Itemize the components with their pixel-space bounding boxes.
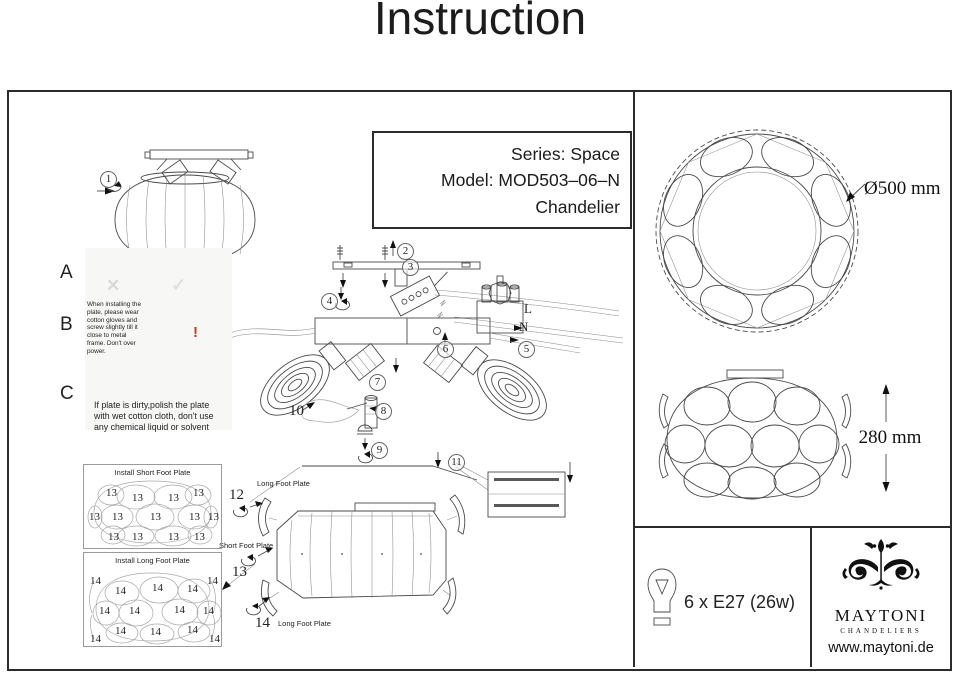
short-plate-num: 13 xyxy=(132,492,143,504)
model-label: Model: MOD503–06–N xyxy=(441,170,620,191)
step-c-label: C xyxy=(60,383,74,404)
part-ref-4: 4 xyxy=(321,293,338,310)
long-plate-num: 14 xyxy=(203,605,214,617)
long-plate-num: 14 xyxy=(207,575,218,587)
brand-name: MAYTONI xyxy=(834,606,928,625)
lamp-arm-assembly xyxy=(230,318,580,432)
short-plate-num: 13 xyxy=(132,531,143,543)
part-ref-14: 14 xyxy=(255,615,270,631)
part-ref-13: 13 xyxy=(232,564,247,580)
canopy-and-plates xyxy=(302,452,573,517)
short-plate-num: 13 xyxy=(193,487,204,499)
type-label: Chandelier xyxy=(535,196,620,217)
short-plate-num: 13 xyxy=(194,531,205,543)
part-ref-5: 5 xyxy=(518,341,535,358)
top-view-drawing xyxy=(650,118,874,342)
part-ref-10: 10 xyxy=(289,403,304,419)
wiring-connector xyxy=(390,268,623,346)
part-ref-1: 1 xyxy=(100,171,117,188)
short-plate-num: 13 xyxy=(189,511,200,523)
socket-install xyxy=(302,396,378,463)
bulb-icon xyxy=(646,567,678,633)
part-ref-8: 8 xyxy=(375,403,392,420)
short-plate-num: 13 xyxy=(208,511,219,523)
long-plate-num: 14 xyxy=(152,582,163,594)
step-b-text: When installing the plate, please wear cotton gloves and screw slightly till it close to metal frame. Don't over power. xyxy=(87,301,141,355)
part-ref-12: 12 xyxy=(229,487,244,503)
long-foot-plate-label-top: Long Foot Plate xyxy=(257,479,310,488)
install-long-plate-title: Install Long Foot Plate xyxy=(115,556,190,565)
part-ref-3: 3 xyxy=(402,259,419,276)
wrong-mark: ✕ xyxy=(106,276,121,295)
page-title: Instruction xyxy=(373,0,587,44)
long-plate-num: 14 xyxy=(90,633,101,645)
long-plate-num: 14 xyxy=(150,626,161,638)
step1-drawing xyxy=(97,150,255,262)
long-plate-num: 14 xyxy=(90,575,101,587)
long-plate-num: 14 xyxy=(129,605,140,617)
diameter-dimension: Ø500 mm xyxy=(864,178,941,199)
part-ref-9: 9 xyxy=(371,442,388,459)
long-plate-num: 14 xyxy=(99,605,110,617)
step-a-label: A xyxy=(60,262,73,283)
brand-tagline: CHANDELIERS xyxy=(840,627,922,635)
footer-divider xyxy=(633,526,951,528)
long-plate-num: 14 xyxy=(115,625,126,637)
lamp-spec: 6 x E27 (26w) xyxy=(684,592,796,612)
cfl-bulb-right xyxy=(455,339,557,432)
warning-exclamation: ! xyxy=(193,324,198,341)
part-ref-6: 6 xyxy=(437,341,454,358)
part-ref-11: 11 xyxy=(448,454,465,471)
long-plate-num: 14 xyxy=(174,604,185,616)
live-wire-label: L xyxy=(524,301,532,316)
part-ref-7: 7 xyxy=(369,374,386,391)
maytoni-ornament xyxy=(839,538,923,600)
short-plate-num: 13 xyxy=(168,531,179,543)
short-foot-plate-label: Short Foot Plate xyxy=(219,541,274,550)
side-view-drawing xyxy=(655,366,855,506)
brand-website: www.maytoni.de xyxy=(828,640,934,656)
long-plate-num: 14 xyxy=(187,583,198,595)
install-short-plate-box xyxy=(83,464,222,549)
long-foot-plate-label-bottom: Long Foot Plate xyxy=(278,619,331,628)
series-label: Series: Space xyxy=(511,144,620,164)
long-plate-num: 14 xyxy=(209,633,220,645)
short-plate-num: 13 xyxy=(108,531,119,543)
part-ref-2: 2 xyxy=(397,243,414,260)
short-plate-num: 13 xyxy=(168,492,179,504)
long-plate-num: 14 xyxy=(187,624,198,636)
right-mark: ✓ xyxy=(171,275,187,295)
install-long-plate-box xyxy=(83,552,222,647)
long-plate-num: 14 xyxy=(115,585,126,597)
short-plate-num: 13 xyxy=(112,511,123,523)
neutral-wire-label: N xyxy=(519,319,529,334)
short-plate-num: 13 xyxy=(150,511,161,523)
height-dimension: 280 mm xyxy=(858,427,922,448)
install-short-plate-title: Install Short Foot Plate xyxy=(114,468,191,477)
short-plate-num: 13 xyxy=(106,487,117,499)
short-plate-num: 13 xyxy=(89,511,100,523)
step-c-text: If plate is dirty,polish the plate with wet cotton cloth, don't use any chemical liquid or solvent xyxy=(94,400,214,432)
step-b-label: B xyxy=(60,314,73,335)
